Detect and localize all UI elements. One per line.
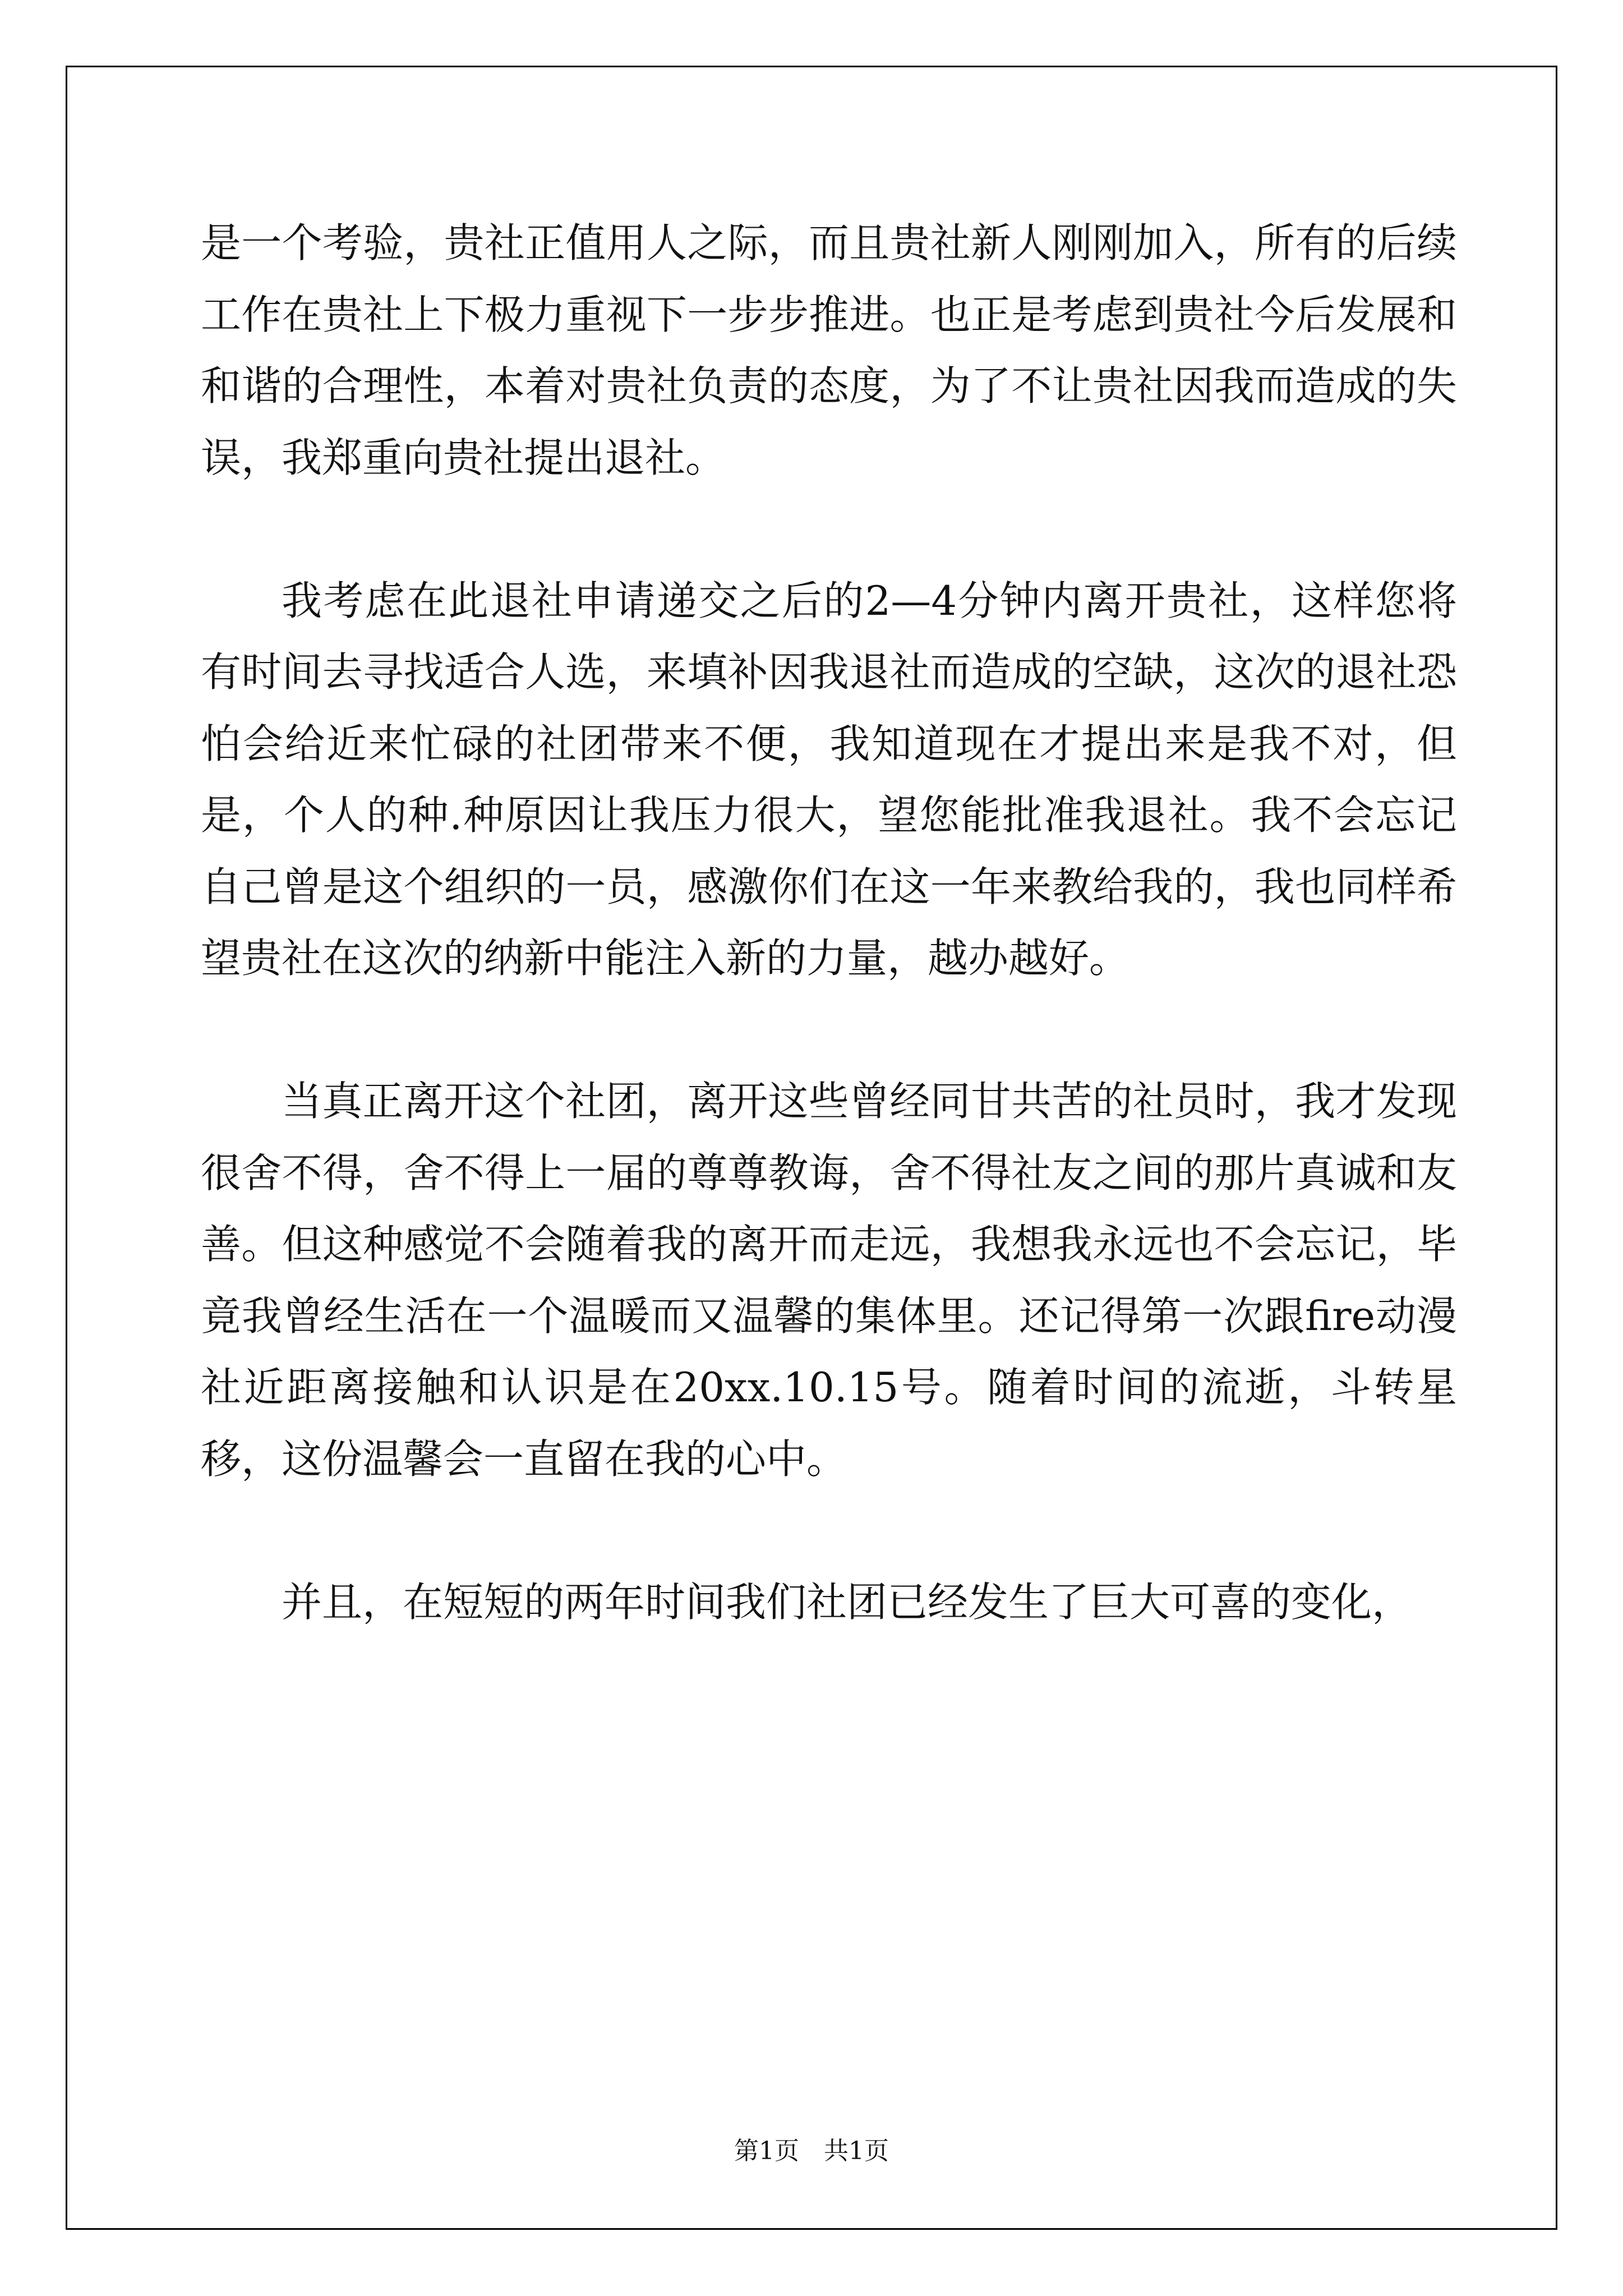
paragraph-3: 当真正离开这个社团，离开这些曾经同甘共苦的社员时，我才发现很舍不得，舍不得上一届的尊尊教诲，舍不得社友之间的那片真诚和友善。但这种感觉不会随着我的离开而走远，我想我永远也不会忘记，毕竟我曾经生活在一个温暖而又温馨的集体里。还记得第一次跟fire动漫社近距离接触和认识是在20xx.10.15号。随着时间的流逝，斗转星移，这份温馨会一直留在我的心中。 [201, 1078, 1457, 1483]
document-body [201, 208, 1457, 1710]
paragraph-1: 是一个考验，贵社正值用人之际，而且贵社新人刚刚加入，所有的后续工作在贵社上下极力重视下一步步推进。也正是考虑到贵社今后发展和和谐的合理性，本着对贵社负责的态度，为了不让贵社因我而造成的失误，我郑重向贵社提出退社。 [201, 219, 1457, 481]
paragraph-4: 并且，在短短的两年时间我们社团已经发生了巨大可喜的变化， [282, 1578, 1413, 1626]
page-number-label: 第1页 共1页 [734, 2137, 889, 2165]
paragraph-2: 我考虑在此退社申请递交之后的2—4分钟内离开贵社，这样您将有时间去寻找适合人选，来填补因我退社而造成的空缺，这次的退社恐怕会给近来忙碌的社团带来不便，我知道现在才提出来是我不对，但是，个人的种.种原因让我压力很大，望您能批准我退社。我不会忘记自己曾是这个组织的一员，感激你们在这一年来教给我的，我也同样希望贵社在这次的纳新中能注入新的力量，越办越好。 [201, 577, 1457, 982]
page-footer [0, 2134, 1623, 2168]
